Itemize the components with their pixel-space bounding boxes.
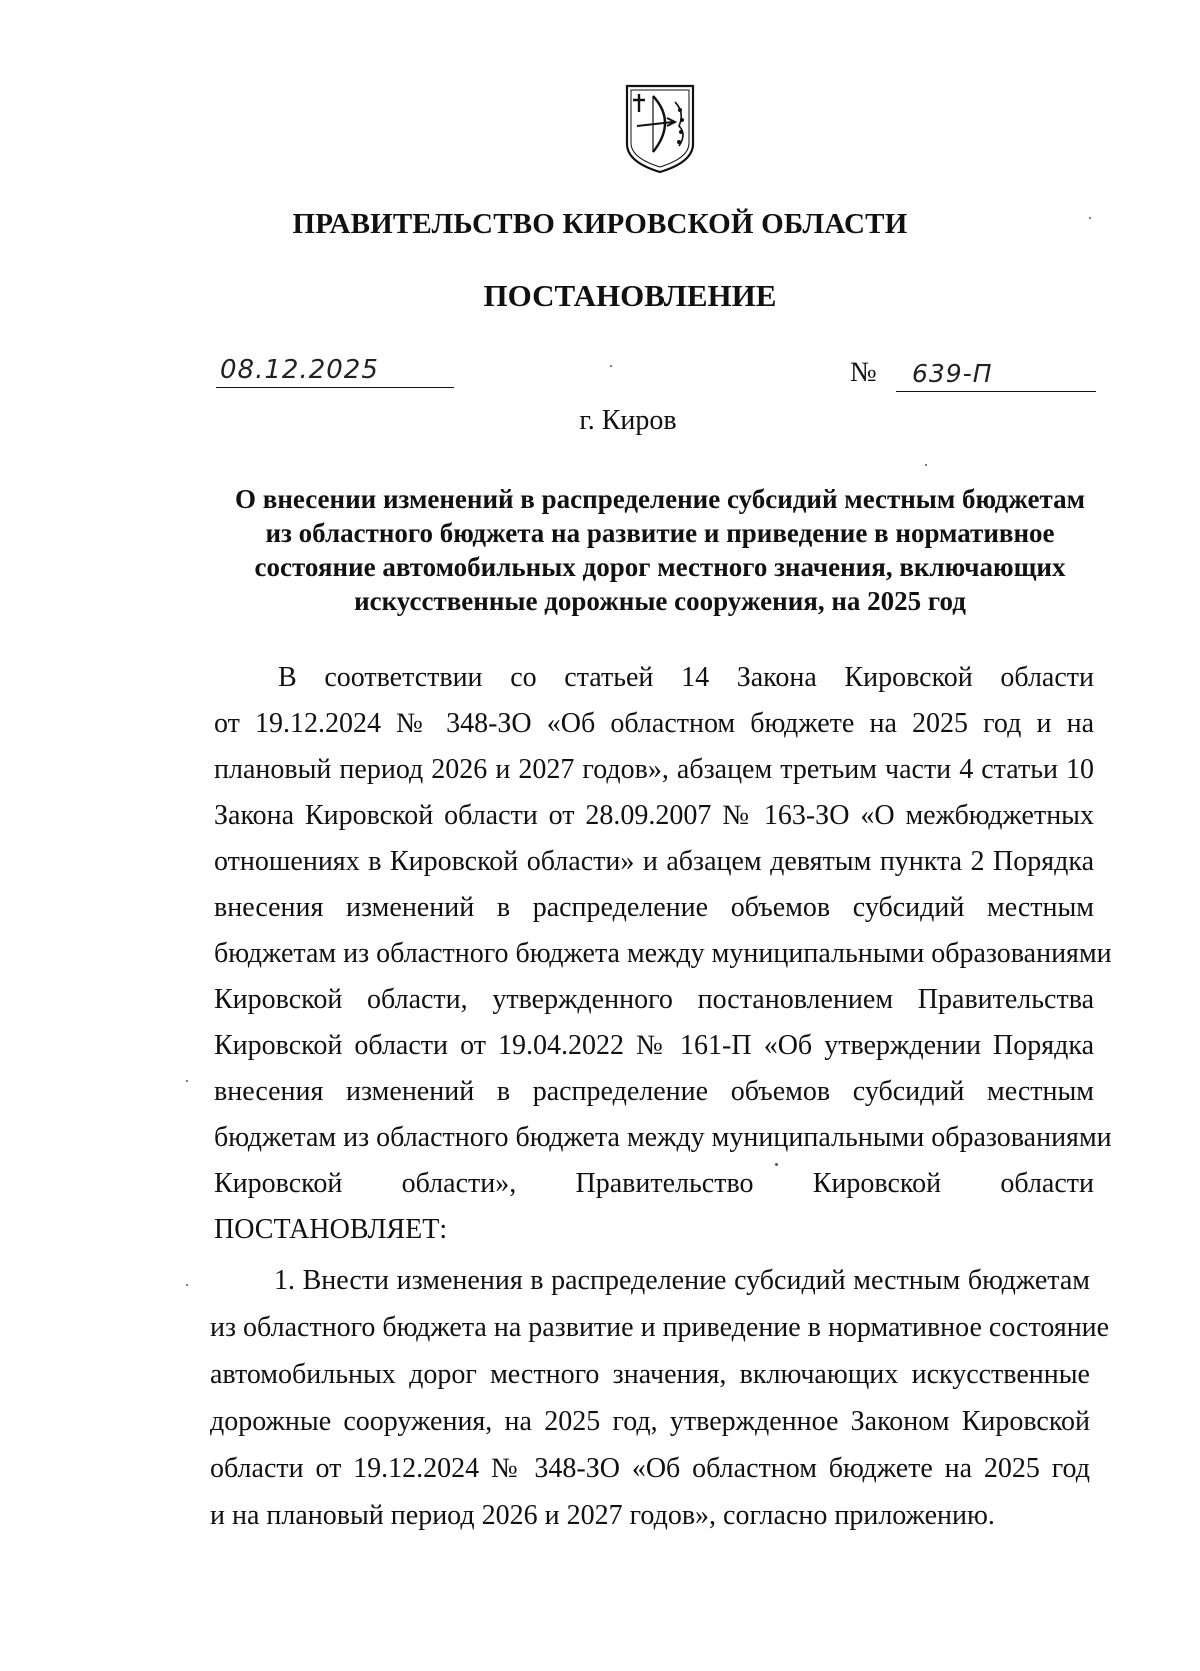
organization-name: ПРАВИТЕЛЬСТВО КИРОВСКОЙ ОБЛАСТИ bbox=[292, 208, 908, 240]
text-line: внесения изменений в распределение объемов субсидий местным bbox=[214, 892, 1094, 923]
text-line: бюджетам из областного бюджета между муниципальными образованиями bbox=[214, 938, 1112, 969]
text-line: отношениях в Кировской области» и абзацем девятым пункта 2 Порядка bbox=[214, 846, 1094, 877]
text-line: дорожные сооружения, на 2025 год, утвержденное Законом Кировской bbox=[210, 1406, 1090, 1437]
text-line: Кировской области от 19.04.2022 № 161-П «Об утверждении Порядка bbox=[214, 1030, 1094, 1061]
number-sign: № bbox=[850, 357, 877, 388]
document-date: 08.12.2025 bbox=[220, 355, 379, 385]
document-number: 639-П bbox=[912, 359, 993, 388]
text-line: внесения изменений в распределение объемов субсидий местным bbox=[214, 1076, 1094, 1107]
scan-speck bbox=[775, 1163, 778, 1166]
text-line: бюджетам из областного бюджета между муниципальными образованиями bbox=[214, 1122, 1112, 1153]
text-line: области от 19.12.2024 № 348-ЗО «Об областном бюджете на 2025 год bbox=[210, 1453, 1090, 1484]
text-line: Кировской области», Правительство Кировской области bbox=[214, 1168, 1094, 1199]
scan-speck bbox=[1089, 217, 1091, 219]
text-line: из областного бюджета на развитие и приведение в нормативное состояние bbox=[210, 1312, 1110, 1343]
preamble-paragraph bbox=[214, 655, 1112, 1253]
scan-speck bbox=[186, 1284, 188, 1286]
title-line: из областного бюджета на развитие и приведение в нормативное bbox=[265, 518, 1055, 548]
number-underline bbox=[896, 391, 1096, 392]
text-line: Кировской области, утвержденного постановлением Правительства bbox=[214, 984, 1094, 1015]
scan-speck bbox=[610, 365, 612, 367]
text-line: 1. Внести изменения в распределение субсидий местным бюджетам bbox=[274, 1265, 1090, 1296]
scan-speck bbox=[186, 1080, 188, 1082]
coat-of-arms-icon bbox=[623, 82, 697, 174]
text-line: и на плановый период 2026 и 2027 годов», согласно приложению. bbox=[210, 1500, 995, 1531]
clause-1-paragraph bbox=[210, 1257, 1110, 1539]
text-line: от 19.12.2024 № 348-ЗО «Об областном бюджете на 2025 год и на bbox=[214, 708, 1094, 739]
city: г. Киров bbox=[579, 405, 677, 436]
document-title bbox=[220, 482, 1100, 618]
title-line: искусственные дорожные сооружения, на 2025 год bbox=[354, 586, 966, 616]
scan-speck bbox=[925, 464, 927, 466]
text-line: Закона Кировской области от 28.09.2007 № 163-ЗО «О межбюджетных bbox=[214, 800, 1094, 831]
text-line: В соответствии со статьей 14 Закона Кировской области bbox=[278, 662, 1094, 693]
title-line: состояние автомобильных дорог местного значения, включающих bbox=[254, 552, 1066, 582]
text-line: плановый период 2026 и 2027 годов», абзацем третьим части 4 статьи 10 bbox=[214, 754, 1094, 785]
date-underline bbox=[216, 387, 454, 388]
document-type: ПОСТАНОВЛЕНИЕ bbox=[483, 278, 777, 313]
text-line: ПОСТАНОВЛЯЕТ: bbox=[214, 1214, 448, 1245]
text-line: автомобильных дорог местного значения, включающих искусственные bbox=[210, 1359, 1090, 1390]
title-line: О внесении изменений в распределение субсидий местным бюджетам bbox=[235, 484, 1085, 514]
